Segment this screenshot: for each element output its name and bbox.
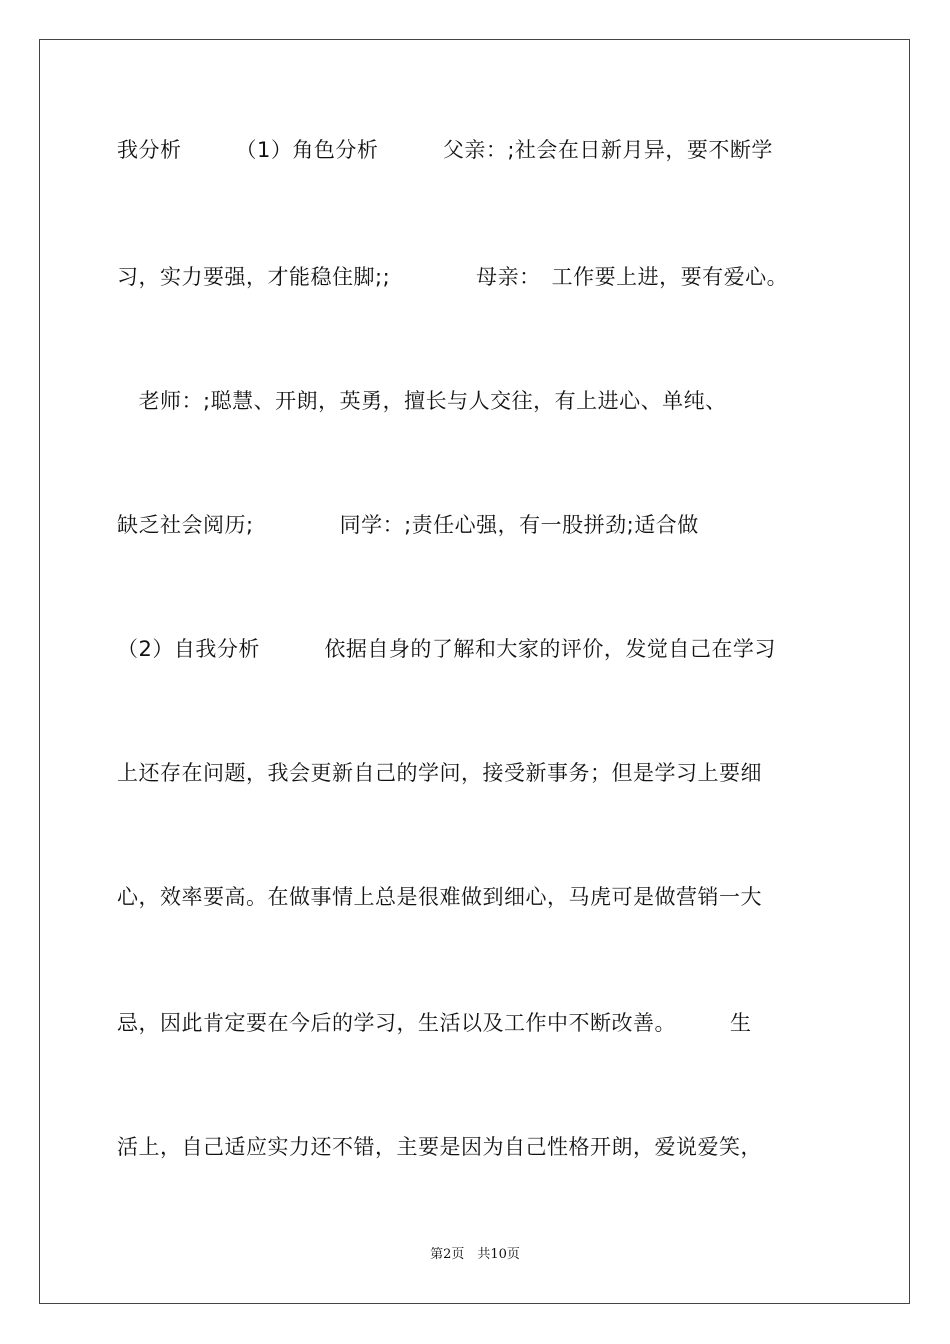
body-line-6: 上还存在问题，我会更新自己的学问，接受新事务；但是学习上要细 — [117, 761, 762, 785]
page-border — [39, 39, 910, 1304]
body-line-9: 活上，自己适应实力还不错，主要是因为自己性格开朗，爱说爱笑， — [117, 1135, 762, 1159]
body-line-5: （2）自我分析 依据自身的了解和大家的评价，发觉自己在学习 — [117, 637, 776, 661]
body-line-2: 习，实力要强，才能稳住脚;; 母亲： 工作要上进，要有爱心。 — [117, 265, 789, 289]
body-line-4: 缺乏社会阅历; 同学：;责任心强，有一股拼劲;适合做 — [117, 513, 699, 537]
page-number-footer: 第2页 共10页 — [430, 1247, 520, 1262]
body-line-3: 老师：;聪慧、开朗，英勇，擅长与人交往，有上进心、单纯、 — [117, 389, 727, 413]
body-line-7: 心，效率要高。在做事情上总是很难做到细心，马虎可是做营销一大 — [117, 885, 762, 909]
body-line-8: 忌，因此肯定要在今后的学习，生活以及工作中不断改善。 生 — [117, 1011, 752, 1035]
body-line-1: 我分析 （1）角色分析 父亲：;社会在日新月异，要不断学 — [117, 138, 773, 162]
